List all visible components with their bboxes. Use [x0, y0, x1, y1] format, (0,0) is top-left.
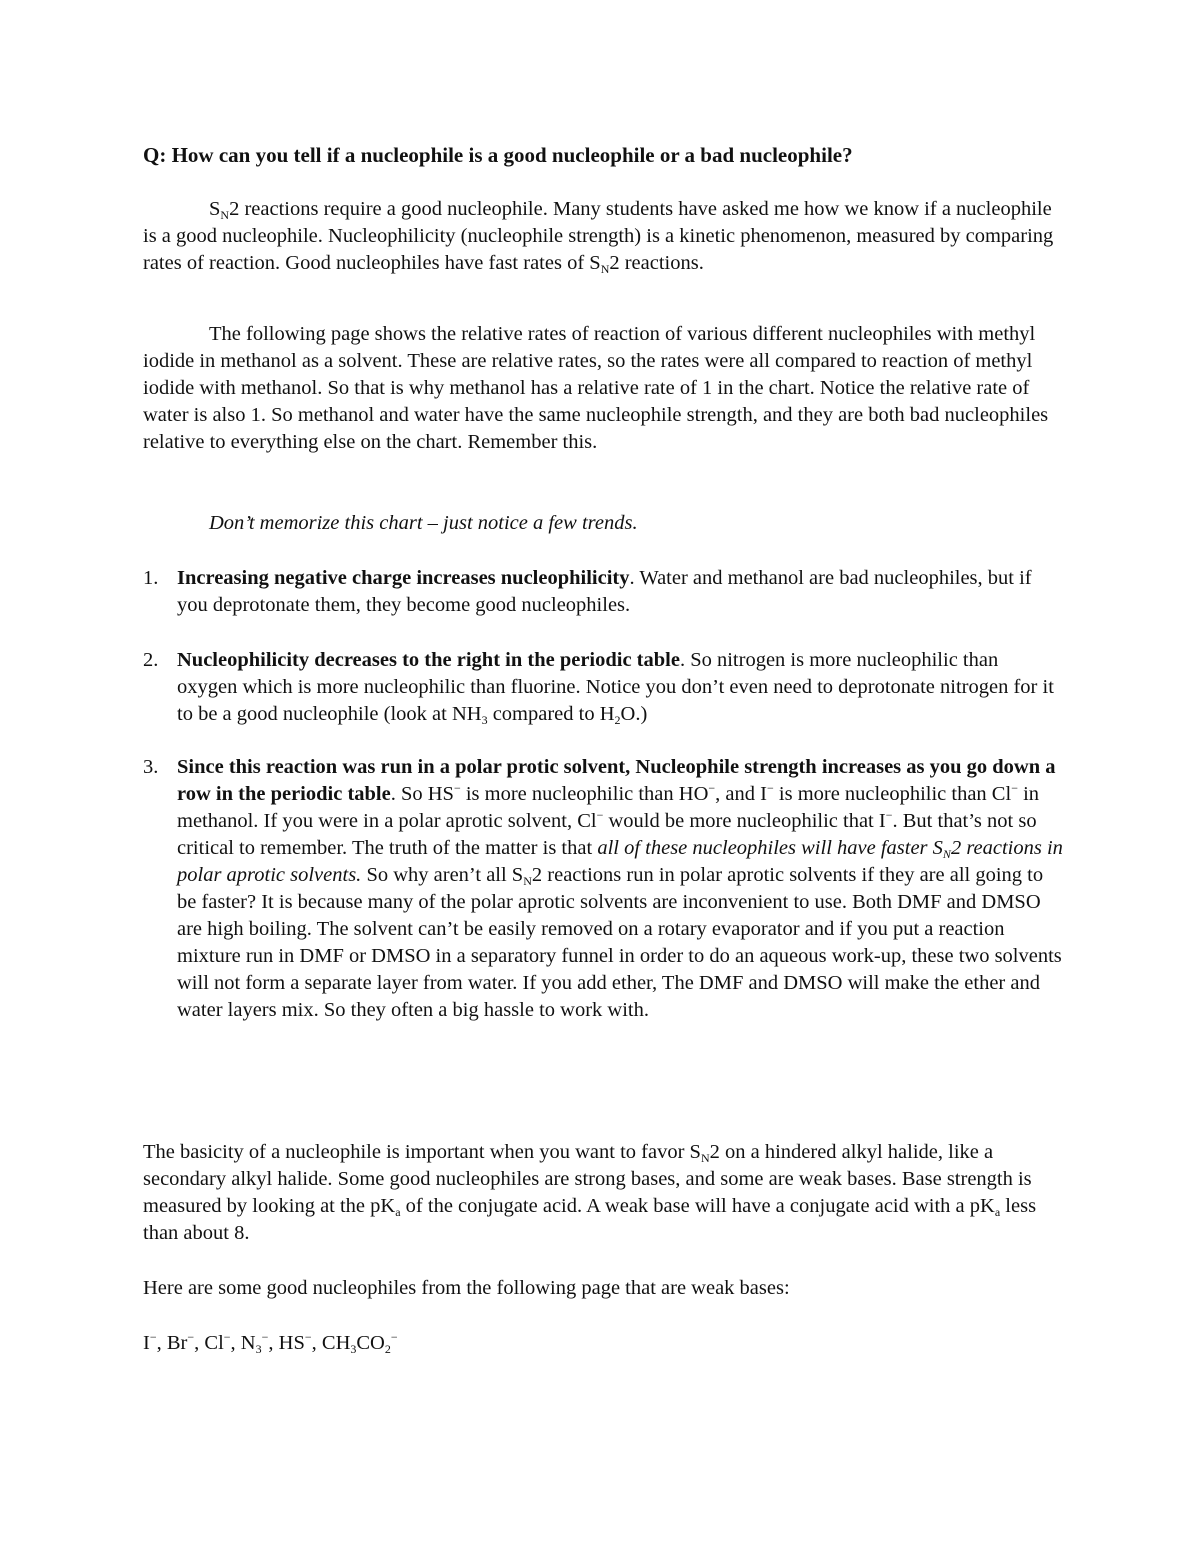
intro-paragraph	[143, 196, 1063, 277]
text-run: So why aren’t all S	[361, 864, 524, 886]
superscript: −	[223, 1330, 231, 1344]
trend-item-1	[143, 565, 1063, 619]
nucleophile-chloride: Cl	[204, 1332, 224, 1354]
text-run: CO	[356, 1332, 385, 1354]
text-run: is more nucleophilic than Cl	[773, 783, 1012, 805]
item-body	[177, 754, 1063, 1024]
subscript: N	[942, 847, 951, 861]
superscript: −	[304, 1330, 312, 1344]
separator: ,	[194, 1332, 205, 1354]
text-run: . So HS	[390, 783, 454, 805]
text-run: O.)	[620, 703, 648, 725]
item-body	[177, 565, 1063, 619]
text-run: . So nitrogen is more nucleophilic than oxygen which is more nucleophilic than fluorine. Notice you don’t even need to deprotonate nitrogen for it to be a good nucleophile (look at NH	[177, 649, 1054, 725]
superscript: −	[708, 781, 716, 795]
text-run: S	[589, 252, 601, 274]
text-run: 2 reactions in polar aprotic solvents.	[177, 837, 1063, 886]
nucleophile-iodide: I	[143, 1332, 150, 1354]
superscript: −	[187, 1330, 195, 1344]
text-run: 2 on a hindered alkyl halide, like a secondary alkyl halide. Some good nucleophiles are strong bases, and some are weak bases. Base strength is measured by looking at the pK	[143, 1141, 1032, 1217]
subscript: a	[994, 1205, 1001, 1219]
item-number: 3.	[143, 756, 159, 778]
separator: ,	[311, 1332, 322, 1354]
text-run: , and I	[715, 783, 767, 805]
text-run: 2 reactions require a good nucleophile. Many students have asked me how we know if a nucleophile is a good nucleophile. Nucleophilicity (nucleophile strength) is a kinetic phenomenon, measured by comparing rates of reaction. Good nucleophiles have fast rates of	[143, 198, 1054, 274]
memorize-note: Don’t memorize this chart – just notice a few trends.	[209, 512, 638, 534]
subscript: 3	[350, 1342, 357, 1356]
weak-base-nucleophiles-list	[143, 1330, 398, 1357]
relative-rates-paragraph: The following page shows the relative rates of reaction of various different nucleophiles with methyl iodide in methanol as a solvent. These are relative rates, so the rates were all compared to reaction of methyl iodide with methanol. So that is why methanol has a relative rate of 1 in the chart. Notice the relative rate of water is also 1. So methanol and water have the same nucleophile strength, and they are both bad nucleophiles relative to everything else on the chart. Remember this.	[143, 323, 1049, 453]
subscript: 3	[481, 713, 488, 727]
question-heading: Q: How can you tell if a nucleophile is a good nucleophile or a bad nucleophile?	[143, 143, 853, 167]
trend-item-2	[143, 647, 1063, 728]
trend-item-3	[143, 754, 1063, 1024]
text-run: of the conjugate acid. A weak base will have a conjugate acid with a pK	[400, 1195, 995, 1217]
item-heading: Nucleophilicity decreases to the right in the periodic table	[177, 649, 680, 671]
text-run: . But that’s not so critical to remember. The truth of the matter is that	[177, 810, 1037, 859]
superscript: −	[766, 781, 774, 795]
superscript: −	[1011, 781, 1018, 795]
text-run: is more nucleophilic than HO	[460, 783, 709, 805]
text-run: would be more nucleophilic that I	[603, 810, 886, 832]
text-run: all of these nucleophiles will have faster S	[597, 837, 943, 859]
basicity-paragraph	[143, 1139, 1063, 1247]
superscript: −	[149, 1330, 157, 1344]
item-number: 1.	[143, 567, 159, 589]
text-run: compared to H	[487, 703, 615, 725]
superscript: −	[390, 1330, 398, 1344]
nucleophile-hydrosulfide: HS	[278, 1332, 305, 1354]
subscript: N	[700, 1151, 710, 1165]
item-heading: Increasing negative charge increases nucleophilicity	[177, 567, 630, 589]
item-heading: Since this reaction was run in a polar protic solvent, Nucleophile strength increases as you go down a row in the periodic table	[177, 756, 1056, 805]
nucleophile-acetate: CH	[321, 1332, 351, 1354]
separator: ,	[230, 1332, 241, 1354]
text-run: The basicity of a nucleophile is important when you want to favor S	[143, 1141, 701, 1163]
subscript: N	[523, 874, 532, 888]
text-run: less than about 8.	[143, 1195, 1037, 1244]
superscript: −	[596, 808, 604, 822]
text-run: 2 reactions.	[609, 252, 704, 274]
weak-bases-intro: Here are some good nucleophiles from the following page that are weak bases:	[143, 1277, 790, 1299]
subscript: 2	[384, 1342, 391, 1356]
superscript: −	[453, 781, 461, 795]
text-run: 2 reactions run in polar aprotic solvents if they are all going to be faster? It is because many of the polar aprotic solvents are inconvenient to use. Both DMF and DMSO are high boiling. The solvent can’t be easily removed on a rotary evaporator and if you put a reaction mixture run in DMF or DMSO in a separatory funnel in order to do an aqueous work-up, these two solvents will not form a separate layer from water. If you add ether, The DMF and DMSO will make the ether and water layers mix. So they often a big hassle to work with.	[177, 864, 1062, 1021]
superscript: −	[885, 808, 893, 822]
text-run: . Water and methanol are bad nucleophiles, but if you deprotonate them, they become good nucleophiles.	[177, 567, 1032, 616]
subscript: 2	[614, 713, 621, 727]
item-number: 2.	[143, 649, 159, 671]
text-run: S	[209, 198, 221, 220]
item-body	[177, 647, 1063, 728]
text-run: in methanol. If you were in a polar aprotic solvent, Cl	[177, 783, 1040, 832]
subscript: 3	[255, 1342, 262, 1356]
separator: ,	[156, 1332, 167, 1354]
separator: ,	[268, 1332, 279, 1354]
subscript: N	[220, 208, 230, 222]
subscript: a	[395, 1205, 401, 1219]
superscript: −	[261, 1330, 269, 1344]
nucleophile-azide: N	[240, 1332, 256, 1354]
nucleophile-bromide: Br	[166, 1332, 188, 1354]
subscript: N	[600, 262, 610, 276]
